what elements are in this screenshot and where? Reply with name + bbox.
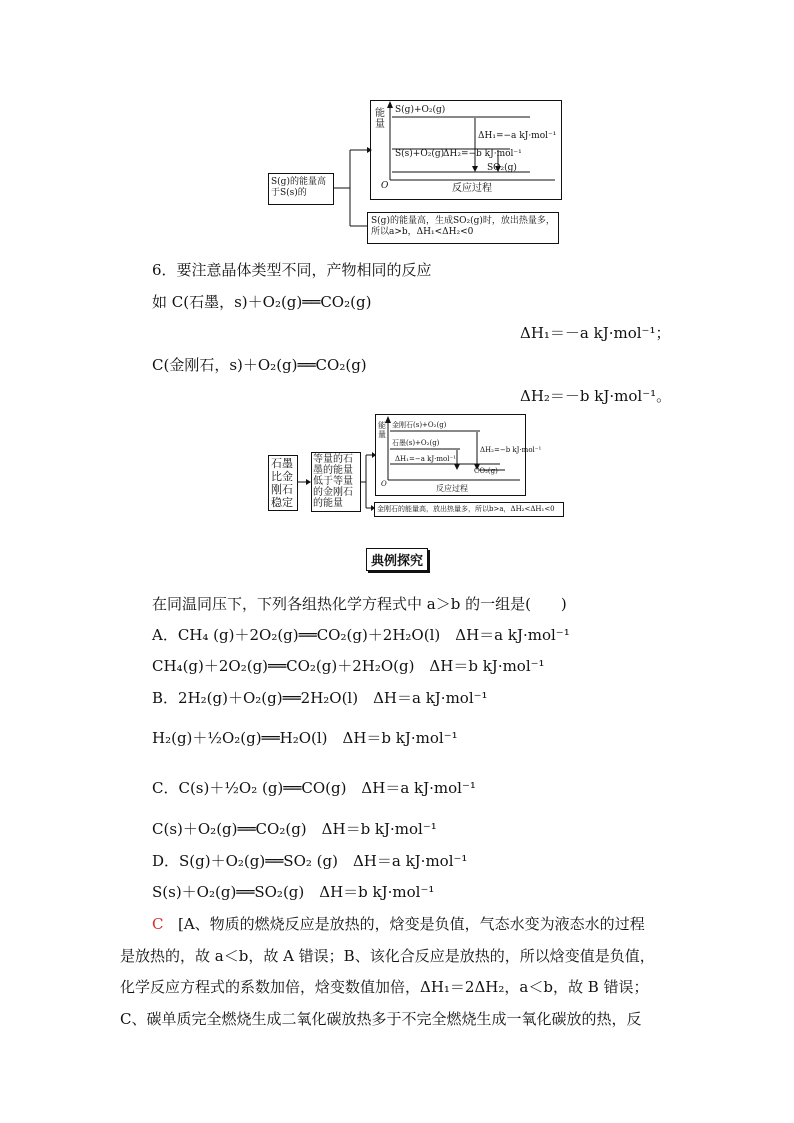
diagram1-origin: O <box>381 181 389 191</box>
option-a-line1: A．CH₄ (g)＋2O₂(g)══CO₂(g)＋2H₂O(l) ΔH＝a kJ·mol⁻¹ <box>152 626 570 644</box>
option-d-line2: S(s)＋O₂(g)══SO₂(g) ΔH＝b kJ·mol⁻¹ <box>152 883 435 901</box>
diagram1-x-axis-label: 反应过程 <box>452 183 492 194</box>
section6-dh2: ΔH₂＝－b kJ·mol⁻¹。 <box>520 387 672 405</box>
diagram1-y-axis-label: 能量 <box>375 108 385 130</box>
answer-line1: [A、物质的燃烧反应是放热的，焓变是负值，气态水变为液态水的过程 <box>178 915 645 933</box>
section-tag: 典例探究 <box>366 548 428 571</box>
diagram2-dh2: ΔH₂=−b kJ·mol⁻¹ <box>480 446 542 454</box>
diagram1-level-mid: S(s)+O₂(g) <box>395 149 445 159</box>
section6-eq1: 如 C(石墨，s)＋O₂(g)══CO₂(g) <box>152 293 372 311</box>
diagram1-left-box: S(g)的能量高于S(s)的 <box>268 173 334 205</box>
diagram2-dh1: ΔH₁=−a kJ·mol⁻¹ <box>395 455 456 463</box>
answer-line3: 化学反应方程式的系数加倍，焓变数值加倍，ΔH₁＝2ΔH₂，a＜b，故 B 错误； <box>120 978 649 996</box>
diagram2-level-top: 金刚石(s)+O₂(g) <box>392 421 447 429</box>
question-stem: 在同温同压下，下列各组热化学方程式中 a＞b 的一组是( ) <box>152 595 567 613</box>
section6-heading: 6．要注意晶体类型不同，产物相同的反应 <box>152 261 432 279</box>
option-b-line2: H₂(g)＋½O₂(g)══H₂O(l) ΔH＝b kJ·mol⁻¹ <box>152 729 458 747</box>
diagram2-conclusion-box: 金刚石的能量高，放出热量多，所以b>a，ΔH₂<ΔH₁<0 <box>374 502 564 517</box>
diagram1-dh1: ΔH₁=−a kJ·mol⁻¹ <box>478 131 557 141</box>
option-b-line1: B．2H₂(g)＋O₂(g)══2H₂O(l) ΔH＝a kJ·mol⁻¹ <box>152 689 488 707</box>
diagram1-level-bottom: SO₂(g) <box>487 163 517 173</box>
option-d-line1: D．S(g)＋O₂(g)══SO₂ (g) ΔH＝a kJ·mol⁻¹ <box>152 852 468 870</box>
diagram2-box1: 石墨比金刚石稳定 <box>268 455 298 511</box>
section6-eq2: C(金刚石，s)＋O₂(g)══CO₂(g) <box>152 356 367 374</box>
diagram2-box2: 等量的石墨的能量低于等量的金刚石的能量 <box>311 452 361 512</box>
diagram2-level-mid: 石墨(s)+O₂(g) <box>392 439 440 447</box>
answer-line2: 是放热的，故 a＜b，故 A 错误；B、该化合反应是放热的，所以焓变值是负值， <box>120 947 655 965</box>
option-c-line1: C．C(s)＋½O₂ (g)══CO(g) ΔH＝a kJ·mol⁻¹ <box>152 779 476 797</box>
diagram1-level-top: S(g)+O₂(g) <box>395 105 446 115</box>
diagram2-y-axis-label: 能量 <box>378 421 386 439</box>
section6-dh1: ΔH₁＝－a kJ·mol⁻¹； <box>520 324 671 342</box>
diagram2-origin: O <box>381 480 387 488</box>
diagram1-dh2: ΔH₂=−b kJ·mol⁻¹ <box>443 149 522 159</box>
option-c-line2: C(s)＋O₂(g)══CO₂(g) ΔH＝b kJ·mol⁻¹ <box>152 820 437 838</box>
diagram2-level-bottom: CO₂(g) <box>474 467 498 475</box>
answer-letter: C <box>152 915 164 933</box>
answer-line4: C、碳单质完全燃烧生成二氧化碳放热多于不完全燃烧生成一氧化碳放的热，反 <box>120 1010 642 1028</box>
option-a-line2: CH₄(g)＋2O₂(g)══CO₂(g)＋2H₂O(g) ΔH＝b kJ·mol⁻¹ <box>152 657 545 675</box>
diagram1-conclusion-box: S(g)的能量高，生成SO₂(g)时，放出热量多，所以a>b，ΔH₁<ΔH₂<0 <box>367 212 559 244</box>
diagram2-x-axis-label: 反应过程 <box>436 484 468 493</box>
